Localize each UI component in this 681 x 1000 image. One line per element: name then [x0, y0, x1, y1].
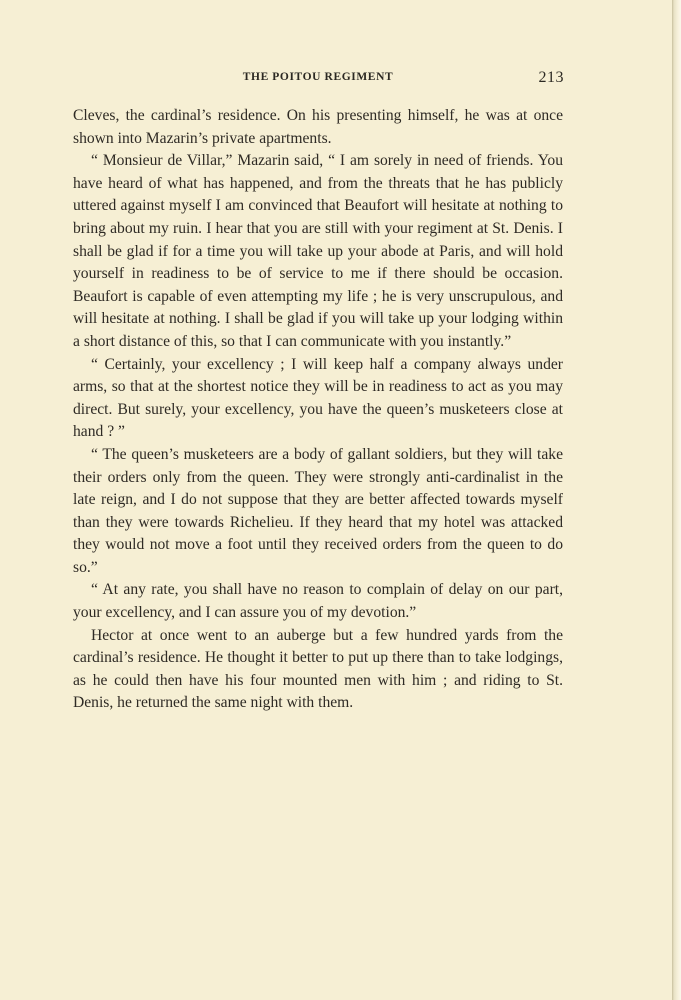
body-text — [73, 105, 563, 715]
paragraph-mazarin-request: “ Monsieur de Villar,” Mazarin said, “ I am sorely in need of friends. You have heard of what has happened, and from the threats that he has publicly uttered against myself I am convinced that Beaufort will hesitate at nothing to bring about my ruin. I hear that you are still with your regiment at St. Denis. I shall be glad if for a time you will take up your abode at Paris, and will hold yourself in readiness to be of service to me if there should be occasion. Beaufort is capable of even attempting my life ; he is very unscrupulous, and will hesitate at nothing. I shall be glad if you will take up your lodging within a short distance of this, so that I can communicate with you instantly.” — [73, 152, 563, 350]
paragraph-musketeers: “ The queen’s musketeers are a body of gallant soldiers, but they will take their orders only from the queen. They were strongly anti-cardinalist in the late reign, and I do not suppose that they are better affected towards myself than they were towards Richelieu. If they heard that my hotel was attacked they would not move a foot until they received orders from the queen to do so.” — [73, 445, 563, 576]
paragraph-continuation: Cleves, the cardinal’s residence. On his presenting himself, he was at once shown into Mazarin’s private apartments. — [73, 107, 563, 147]
paragraph-devotion: “ At any rate, you shall have no reason to complain of delay on our part, your excellency, and I can assure you of my devotion.” — [73, 581, 563, 622]
page-edge — [672, 0, 681, 1000]
running-title: THE POITOU REGIMENT — [242, 71, 394, 83]
page-number: 213 — [538, 69, 564, 86]
paragraph-hector-reply: “ Certainly, your excellency ; I will keep half a company always under arms, so that at the shortest notice they will be in readiness to act as you may direct. But surely, your excellency, you have the queen’s musketeers close at hand ? ” — [73, 355, 563, 441]
running-head — [72, 71, 564, 91]
paragraph-auberge: Hector at once went to an auberge but a few hundred yards from the cardinal’s residence. He thought it better to put up there than to take lodgings, as he could then have his four mounted men with him ; and riding to St. Denis, he returned the same night with them. — [73, 626, 563, 712]
